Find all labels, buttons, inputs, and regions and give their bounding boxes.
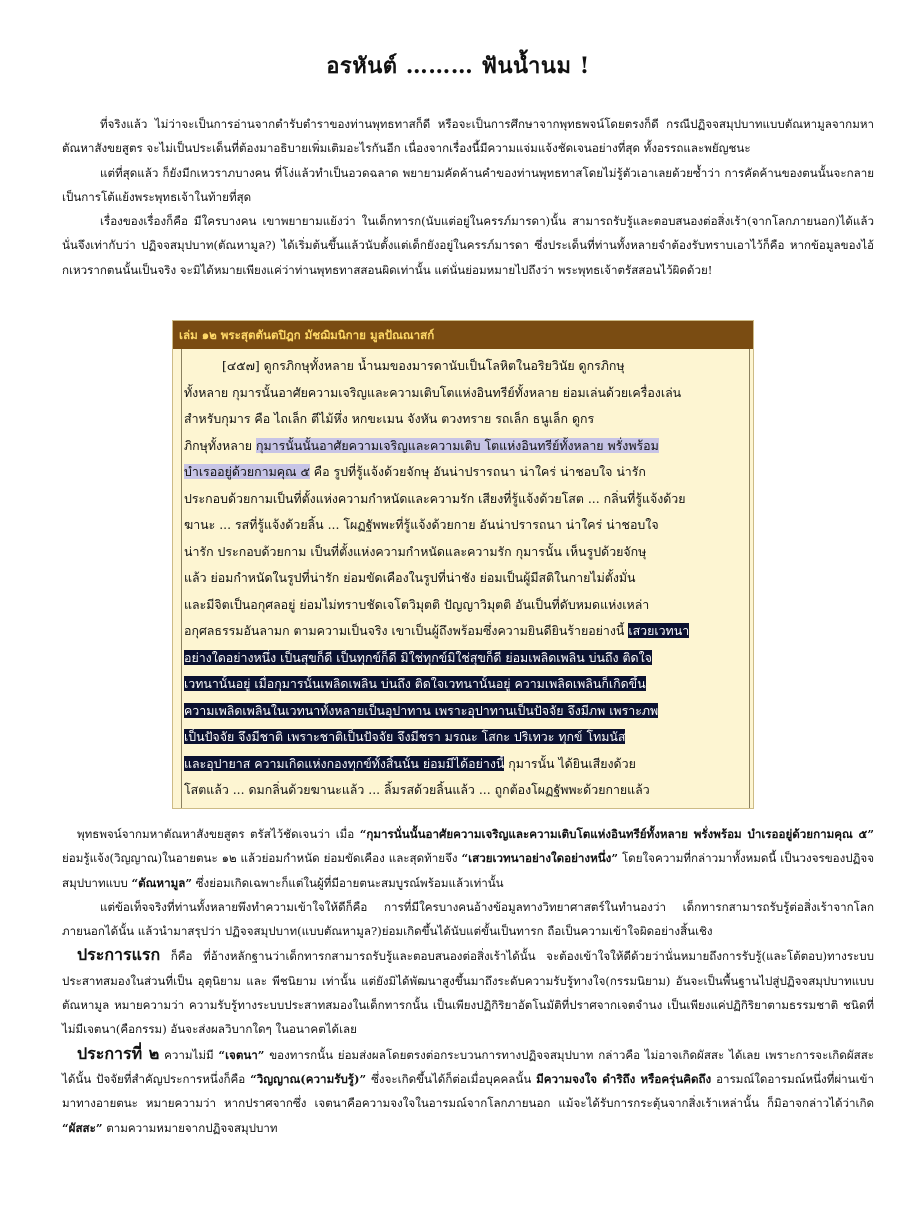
paragraph-text: ตามความหมายจากปฏิจจสมุปบาท bbox=[102, 1120, 278, 1135]
scan-header-bar: เล่ม ๑๒ พระสุตตันตปิฎก มัชฌิมนิกาย มูลปัณณาสก์ bbox=[173, 321, 753, 349]
paragraph-text: ย่อมรู้แจ้ง(วิญญาณ)ในอายตนะ ๑๒ แล้วย่อมกำหนัด ย่อมขัดเคือง และสุดท้ายจึง bbox=[62, 851, 462, 866]
scan-text: และมีจิตเป็นอกุศลอยู่ ย่อมไม่ทราบชัดเจโตวิมุตติ ปัญญาวิมุตติ อันเป็นที่ดับหมดแห่งเหล่า bbox=[184, 596, 650, 612]
scan-line bbox=[184, 592, 743, 619]
highlight-dark: เสวยเวทนา bbox=[628, 623, 690, 638]
paragraph-text: พุทธพจน์จากมหาตัณหาสังขยสูตร ตรัสไว้ชัดเจนว่า เมื่อ bbox=[77, 827, 360, 841]
page-title: อรหันต์ ……… ฟันน้ำนม ! bbox=[326, 53, 590, 79]
scan-text: น่ารัก ประกอบด้วยกาม เป็นที่ตั้งแห่งความกำหนัดและความรัก กุมารนั้น เห็นรูปด้วยจักษุ bbox=[184, 543, 647, 559]
scan-text: [๔๕๗] ดูกรภิกษุทั้งหลาย น้ำนมของมารดานับเป็นโลหิตในอริยวินัย ดูกรภิกษุ bbox=[222, 358, 625, 373]
intro-paragraph: แต่ที่สุดแล้ว ก็ยังมีกเหวราภบางคน ที่โง่แล้วทำเป็นอวดฉลาด พยายามคัดค้านคำของท่านพุทธทาสโดยไม่รู้ตัวเอาเลยด้วยซ้ำว่า การคัดค้านของตนนั้นจะกลายเป็นการโต้แย้งพระพุทธเจ้าในท้ายที่สุด bbox=[62, 165, 874, 204]
commentary-paragraph bbox=[62, 822, 874, 895]
scan-line bbox=[184, 433, 743, 460]
bold-quote: “วิญญาณ(ความรับรู้)” bbox=[250, 1071, 367, 1086]
bold-quote: “กุมารนั่นนั้นอาศัยความเจริญและความเติบโตแห่งอินทรีย์ทั้งหลาย พรั่งพร้อม บำเรออยู่ด้วยกามคุณ ๕” bbox=[359, 827, 874, 841]
point-two-paragraph bbox=[62, 1042, 874, 1140]
highlight-dark: อย่างใดอย่างหนึ่ง เป็นสุขก็ดี เป็นทุกข์ก็ดี มิใช่ทุกข์มิใช่สุขก็ดี ย่อมเพลิดเพลิน บ่นถึง ติดใจ bbox=[184, 649, 652, 665]
scan-text: ประกอบด้วยกามเป็นที่ตั้งแห่งความกำหนัดและความรัก เสียงที่รู้แจ้งด้วยโสต ... กลิ่นที่รู้แจ้งด้วย bbox=[184, 490, 686, 506]
bold-quote: “เสวยเวทนาอย่างใดอย่างหนึ่ง” bbox=[461, 851, 618, 866]
point-one-text: ก็คือ ที่อ้างหลักฐานว่าเด็กทารกสามารถรับรู้และตอบสนองต่อสิ่งเร้าได้นั้น จะต้องเข้าใจให้ดีด้วยว่านั่นหมายถึงการรับรู้(และโต้ตอบ)ทางระบบประสาทสมองในส่วนที่เป็น อุตุนิยาม และ พีชนิยาม เท่านั้น แต่ยังมิได้พัฒนาสูงขึ้นมาถึงระดับความรับรู้ทางใจ(กรรมนิยาม) อันจะเป็นพื้นฐานไปสู่ปฏิจจสมุปบาทแบบตัณหามูล หมายความว่า ความรับรู้ทางระบบประสาทสมองในเด็กทารกนั้น เป็นเพียงปฏิกิริยาอัตโนมัติที่ปราศจากเจตจำนง เป็นเพียงแค่ปฏิกิริยาตามธรรมชาติ ชนิดที่ไม่มีเจตนา(คือกรรม) อันจะส่งผลวิบากใดๆ ในอนาคตได้เลย bbox=[62, 949, 874, 1037]
highlight-dark: และอุปายาส ความเกิดแห่งกองทุกข์ทั้งสิ้นนั้น ย่อมมีได้อย่างนี้ bbox=[184, 755, 505, 771]
point-two-heading: ประการที่ ๒ bbox=[77, 1043, 160, 1063]
scan-text: ฆานะ ... รสที่รู้แจ้งด้วยลิ้น ... โผฏฐัพพะที่รู้แจ้งด้วยกาย อันน่าปรารถนา น่าใคร่ น่าชอบใจ bbox=[184, 517, 659, 532]
intro-section bbox=[62, 112, 874, 282]
scan-text: โสตแล้ว ... ดมกลิ่นด้วยฆานะแล้ว ... ลิ้มรสด้วยลิ้นแล้ว ... ถูกต้องโผฏฐัพพะด้วยกายแล้ว bbox=[184, 782, 650, 797]
commentary-section bbox=[62, 822, 874, 1140]
scan-text: คือ รูปที่รู้แจ้งด้วยจักษุ อันน่าปรารถนา น่าใคร่ น่าชอบใจ น่ารัก bbox=[309, 464, 646, 479]
highlight-dark: เป็นปัจจัย จึงมีชาติ เพราะชาติเป็นปัจจัย จึงมีชรา มรณะ โสกะ ปริเทวะ ทุกข์ โทมนัส bbox=[184, 729, 626, 744]
scan-line bbox=[184, 777, 743, 804]
paragraph-text: อารมณ์ใดอารมณ์หนึ่งที่ผ่านเข้ามาทางอายตนะ หมายความว่า หากปราศจากซึ่ง เจตนาคือความจงใจในอารมณ์จากโลกภายนอก แม้จะได้รับการกระตุ้นจากสิ่งเร้าเหล่านั้น ก็มิอาจกล่าวได้ว่าเกิด bbox=[62, 1071, 874, 1111]
scan-line bbox=[184, 380, 743, 407]
scan-text-frame bbox=[181, 349, 750, 809]
scan-line bbox=[184, 539, 743, 566]
paragraph-text: ซึ่งจะเกิดขึ้นได้ก็ต่อเมื่อบุคคลนั้น bbox=[366, 1071, 537, 1086]
paragraph-text: ของทารกนั้น ย่อมส่งผลโดยตรงต่อกระบวนการทางปฏิจจสมุปบาท กล่าวคือ ไม่อาจเกิดผัสสะ ได้เลย เพราะการจะเกิดผัสสะได้นั้น ปัจจัยที่สำคัญประการหนึ่งก็คือ bbox=[62, 1047, 874, 1086]
highlight-dark: เวทนานั้นอยู่ เมื่อกุมารนั้นเพลิดเพลิน บ่นถึง ติดใจเวทนานั้นอยู่ ความเพลิดเพลินก็เกิดขึ้น bbox=[184, 676, 646, 691]
scan-line bbox=[184, 645, 743, 672]
bold-quote: “เจตนา” bbox=[218, 1047, 265, 1062]
scripture-scan-image bbox=[172, 320, 754, 809]
scan-line bbox=[184, 406, 743, 433]
paragraph-text: ความไม่มี bbox=[159, 1047, 219, 1062]
point-one-paragraph bbox=[62, 943, 874, 1041]
scan-line bbox=[184, 618, 743, 645]
intro-paragraph: ที่จริงแล้ว ไม่ว่าจะเป็นการอ่านจากตำรับตำราของท่านพุทธทาสก็ดี หรือจะเป็นการศึกษาจากพุทธพจน์โดยตรงก็ดี กรณีปฏิจจสมุปบาทแบบตัณหามูลจากมหาตัณหาสังขยสูตร จะไม่เป็นประเด็นที่ต้องมาอธิบายเพิ่มเติมอะไรกันอีก เนื่องจากเรื่องนี้มีความแจ่มแจ้งชัดเจนอย่างที่สุด ทั้งอรรถและพยัญชนะ bbox=[62, 117, 874, 156]
scan-line bbox=[184, 353, 743, 380]
scan-line bbox=[184, 565, 743, 592]
scan-text-body bbox=[182, 349, 749, 804]
scan-line bbox=[184, 751, 743, 778]
paragraph-text: โดยใจความที่กล่าวมาทั้งหมดนี้ เป็นวงจรของปฏิจจสมุปบาทแบบ bbox=[62, 851, 874, 890]
paragraph-text: ซึ่งย่อมเกิดเฉพาะก็แต่ในผู้ที่มีอายตนะสมบูรณ์พร้อมแล้วเท่านั้น bbox=[192, 875, 504, 890]
point-one-heading: ประการแรก bbox=[77, 945, 161, 965]
scan-line bbox=[184, 698, 743, 725]
scan-text: กุมารนั้น ได้ยินเสียงด้วย bbox=[504, 755, 636, 771]
bold-quote: มีความจงใจ ดำริถึง หรือครุ่นคิดถึง bbox=[536, 1071, 712, 1086]
commentary-paragraph: แต่ข้อเท็จจริงที่ท่านทั้งหลายพึงทำความเข้าใจให้ดีก็คือ การที่มีใครบางคนอ้างข้อมูลทางวิทยาศาสตร์ในทำนองว่า เด็กทารกสามารถรับรู้ต่อสิ่งเร้าจากโลกภายนอกได้นั้น แล้วนำมาสรุปว่า ปฏิจจสมุปบาท(แบบตัณหามูล?)ย่อมเกิดขึ้นได้นับแต่ขั้นเป็นทารก ถือเป็นความเข้าใจผิดอย่างสิ้นเชิง bbox=[62, 899, 874, 939]
scan-text: สำหรับกุมาร คือ ไถเล็ก ตีไม้หึ่ง หกขะเมน จังหัน ตวงทราย รถเล็ก ธนูเล็ก ดูกร bbox=[184, 411, 595, 426]
highlight-dark: ความเพลิดเพลินในเวทนาทั้งหลายเป็นอุปาทาน เพราะอุปาทานเป็นปัจจัย จึงมีภพ เพราะภพ bbox=[184, 702, 659, 718]
scan-text: ภิกษุทั้งหลาย bbox=[184, 437, 256, 453]
scan-line bbox=[184, 671, 743, 698]
scan-line bbox=[184, 486, 743, 513]
scan-text: อกุศลธรรมอันลามก ตามความเป็นจริง เขาเป็นผู้ถึงพร้อมซึ่งความยินดียินร้ายอย่างนี้ bbox=[184, 623, 629, 638]
scan-line bbox=[184, 724, 743, 751]
highlight-light: กุมารนั้นนั้นอาศัยความเจริญและความเติบ โตแห่งอินทรีย์ทั้งหลาย พรั่งพร้อม bbox=[255, 437, 659, 453]
scan-line bbox=[184, 459, 743, 486]
scan-text: ทั้งหลาย กุมารนั้นอาศัยความเจริญและความเติบโตแห่งอินทรีย์ทั้งหลาย ย่อมเล่นด้วยเครื่องเล่น bbox=[184, 384, 682, 400]
scan-text: แล้ว ย่อมกำหนัดในรูปที่น่ารัก ย่อมขัดเคืองในรูปที่น่าชัง ย่อมเป็นผู้มีสติในกายไม่ตั้งมั่น bbox=[184, 570, 636, 585]
highlight-light: บำเรออยู่ด้วยกามคุณ ๕ bbox=[184, 464, 310, 479]
intro-paragraph: เรื่องของเรื่องก็คือ มีใครบางคน เขาพยายามแย้งว่า ในเด็กทารก(นับแต่อยู่ในครรภ์มารดา)นั้น สามารถรับรู้และตอบสนองต่อสิ่งเร้า(จากโลกภายนอก)ได้แล้ว นั่นจึงเท่ากับว่า ปฏิจจสมุปบาท(ตัณหามูล?) ได้เริ่มต้นขึ้นแล้วนับตั้งแต่เด็กยังอยู่ในครรภ์มารดา ซึ่งประเด็นที่ท่านทั้งหลายจำต้องรับทราบเอาไว้ก็คือ หากข้อมูลของไอ้กเหวรากตนนั้นเป็นจริง จะมิได้หมายเพียงแค่ว่าท่านพุทธทาสสอนผิดเท่านั้น แต่นั่นย่อมหมายไปถึงว่า พระพุทธเจ้าตรัสสอนไว้ผิดด้วย! bbox=[62, 214, 874, 277]
scan-line bbox=[184, 512, 743, 539]
bold-quote: “ตัณหามูล” bbox=[131, 875, 192, 890]
bold-quote: “ผัสสะ” bbox=[62, 1120, 103, 1135]
